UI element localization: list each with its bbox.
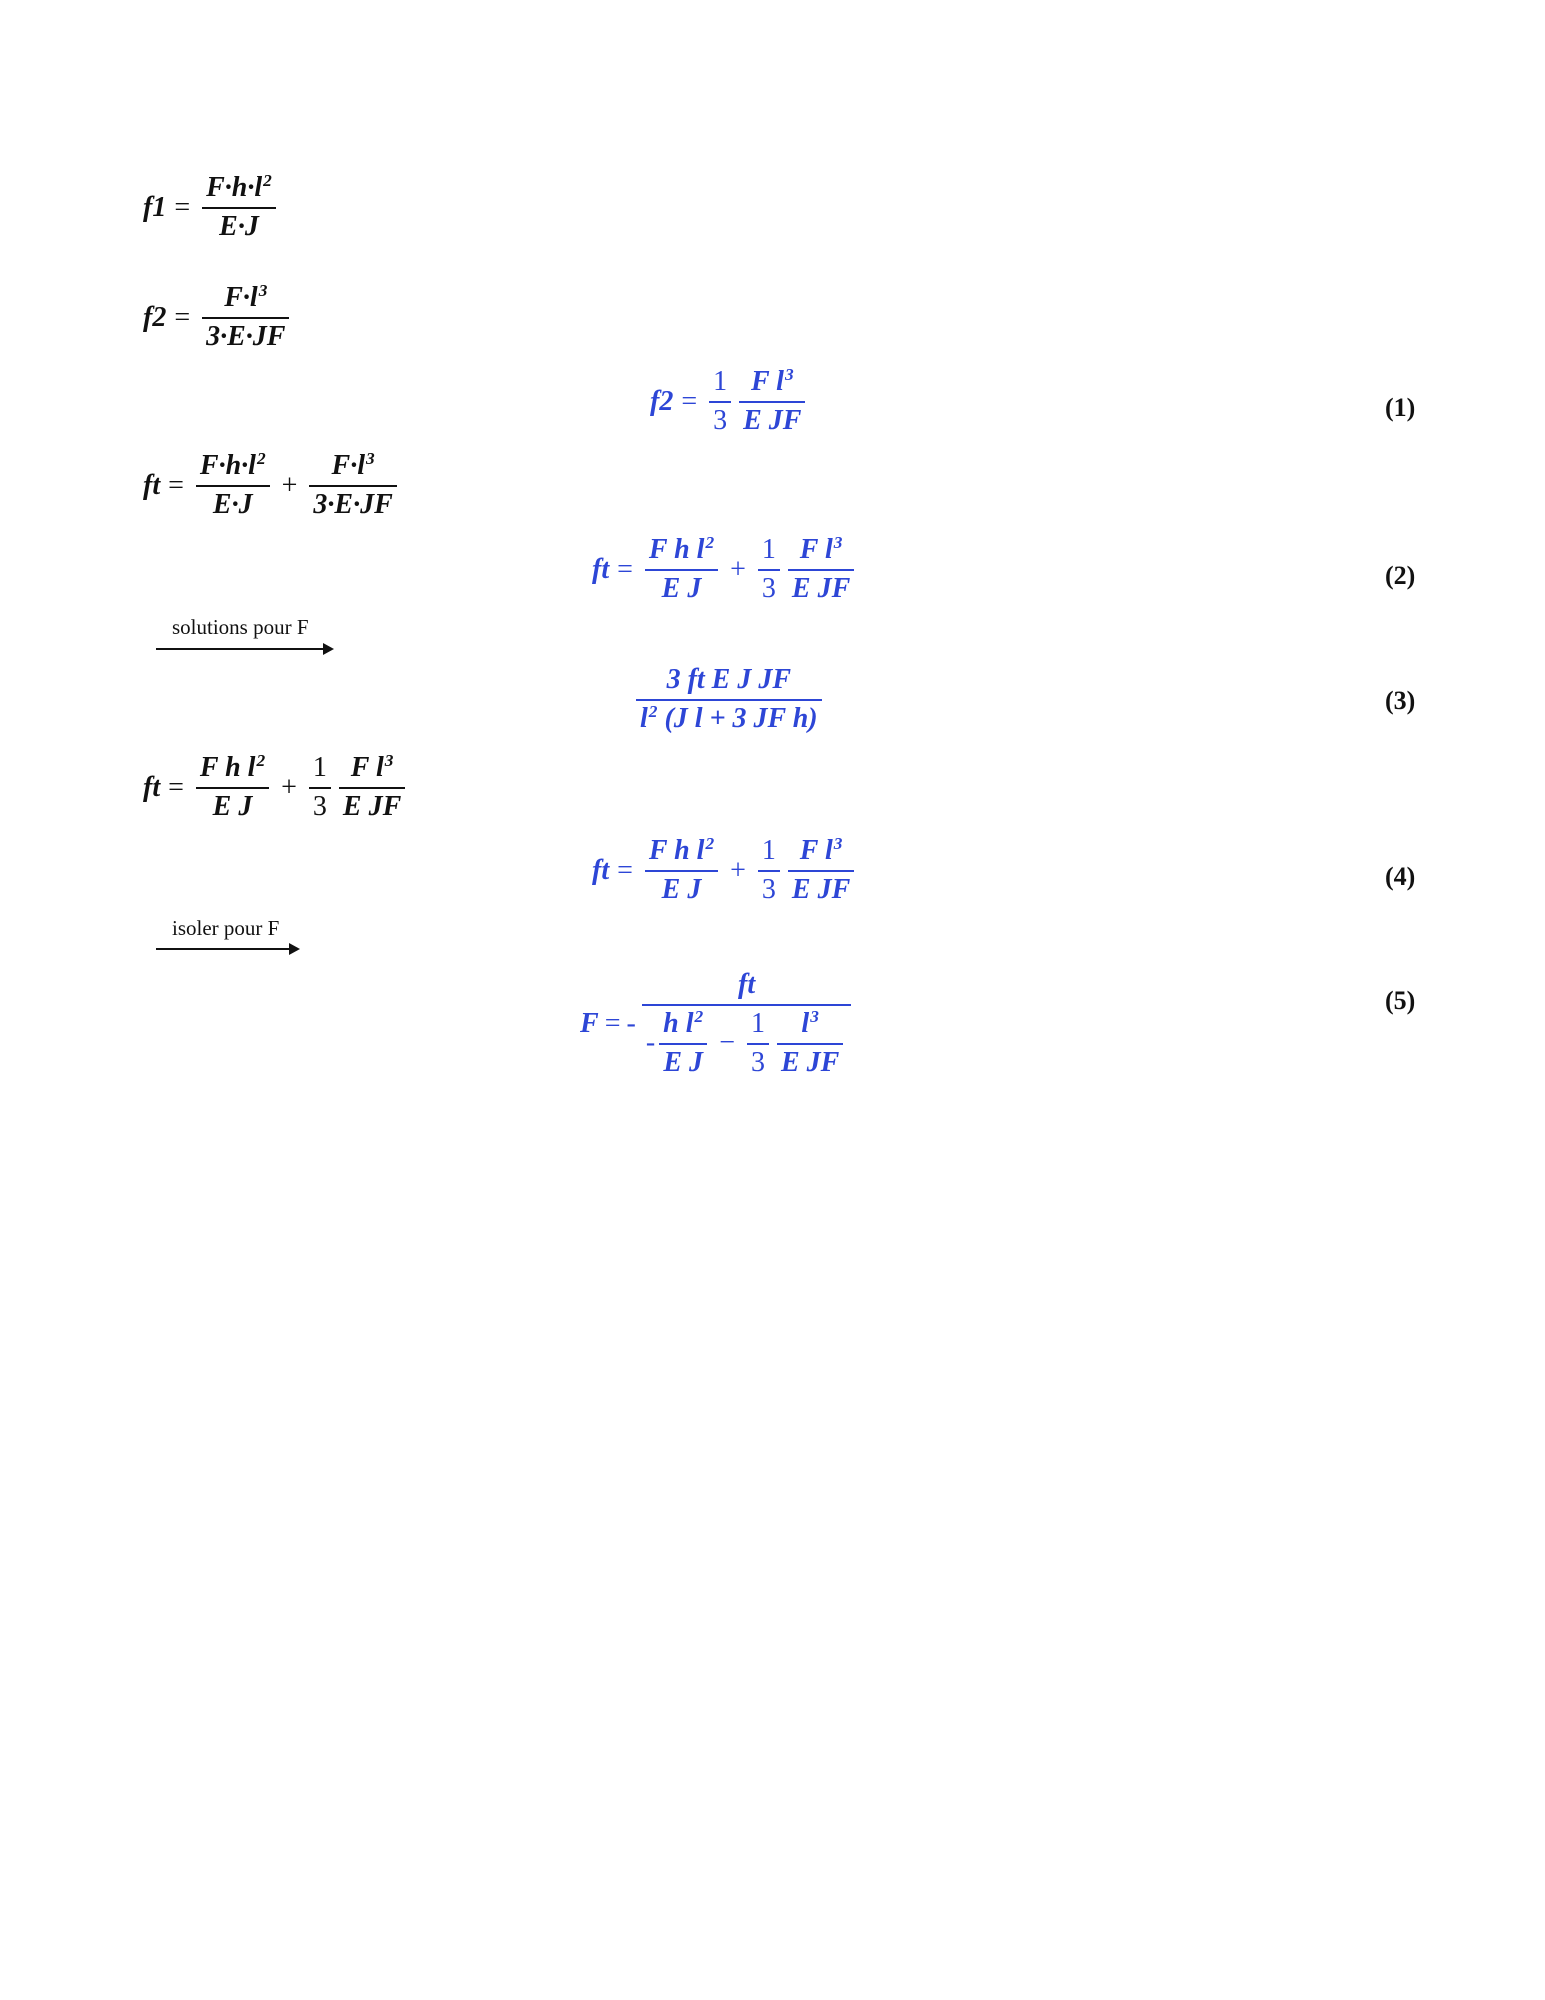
fraction bbox=[788, 535, 854, 605]
arrow-right-icon bbox=[156, 948, 298, 950]
arrow-right-icon bbox=[156, 648, 332, 650]
equation-number: (2) bbox=[1385, 561, 1416, 590]
lhs-ft: ft bbox=[592, 854, 610, 886]
plus-sign: + bbox=[730, 553, 746, 585]
exponent: 2 bbox=[263, 171, 272, 191]
numerator: 1 bbox=[761, 835, 776, 866]
denominator bbox=[636, 704, 822, 735]
denominator: 3 bbox=[312, 790, 327, 822]
isolate-label: isoler pour F bbox=[172, 916, 280, 940]
exponent: 2 bbox=[705, 834, 715, 854]
denominator: E J bbox=[212, 790, 253, 822]
numerator: F·l bbox=[331, 450, 365, 481]
denominator bbox=[642, 1009, 852, 1079]
result-4 bbox=[592, 836, 858, 906]
solve-label: solutions pour F bbox=[172, 615, 309, 639]
numerator: F l bbox=[799, 534, 833, 565]
lhs-F: F bbox=[580, 1008, 599, 1040]
fraction bbox=[636, 665, 822, 735]
denominator: 3·E·JF bbox=[206, 320, 286, 352]
result-3 bbox=[636, 665, 822, 735]
fraction-constant bbox=[758, 535, 780, 605]
equals-sign: = bbox=[681, 385, 698, 417]
fraction bbox=[739, 367, 805, 437]
lhs-ft: ft bbox=[592, 553, 610, 585]
equation-ft bbox=[143, 451, 401, 521]
equation-number: (4) bbox=[1385, 862, 1416, 891]
plus-sign: + bbox=[730, 854, 746, 886]
exponent: 3 bbox=[784, 365, 794, 385]
exponent: 2 bbox=[648, 702, 658, 722]
numerator: F h l bbox=[648, 534, 705, 565]
equation-number: (5) bbox=[1385, 986, 1416, 1015]
denominator: 3 bbox=[761, 572, 776, 604]
minus-sign: − bbox=[719, 1027, 735, 1059]
result-1 bbox=[650, 367, 809, 437]
exponent: 2 bbox=[705, 533, 715, 553]
minus-sign: - bbox=[626, 1008, 636, 1040]
exponent: 3 bbox=[365, 449, 375, 469]
equals-sign: = bbox=[168, 771, 184, 803]
lhs-f1: f1 bbox=[143, 191, 167, 223]
exponent: 3 bbox=[810, 1007, 819, 1027]
numerator: h l bbox=[663, 1007, 694, 1039]
denominator: 3 bbox=[750, 1046, 765, 1078]
numerator: 1 bbox=[750, 1007, 765, 1039]
denominator: E JF bbox=[791, 873, 851, 905]
fraction bbox=[202, 173, 276, 243]
exponent: 3 bbox=[833, 834, 843, 854]
denominator: E J bbox=[661, 873, 702, 905]
denominator: E J bbox=[663, 1046, 703, 1078]
fraction bbox=[777, 1009, 843, 1079]
fraction-constant bbox=[309, 753, 331, 823]
exponent: 2 bbox=[256, 751, 266, 771]
numerator: F l bbox=[799, 835, 833, 866]
fraction bbox=[659, 1009, 707, 1079]
numerator: F l bbox=[350, 752, 384, 783]
exponent: 2 bbox=[256, 449, 266, 469]
exponent: 2 bbox=[694, 1007, 704, 1027]
equals-sign: = bbox=[174, 191, 191, 223]
fraction bbox=[645, 836, 718, 906]
denominator: E J bbox=[661, 572, 702, 604]
fraction bbox=[339, 753, 405, 823]
equals-sign: = bbox=[604, 1008, 621, 1040]
equation-ft-expanded bbox=[143, 753, 409, 823]
equation-f1 bbox=[143, 173, 280, 243]
equals-sign: = bbox=[174, 301, 191, 333]
denominator: 3 bbox=[761, 873, 776, 905]
fraction-constant bbox=[747, 1009, 769, 1079]
denominator: E JF bbox=[780, 1046, 840, 1078]
exponent: 3 bbox=[258, 281, 268, 301]
fraction bbox=[309, 451, 396, 521]
plus-sign: + bbox=[281, 771, 297, 803]
denominator: E·J bbox=[219, 210, 259, 242]
numerator: F h l bbox=[199, 752, 256, 783]
equals-sign: = bbox=[617, 854, 633, 886]
denominator: E·J bbox=[212, 488, 253, 520]
exponent: 3 bbox=[384, 751, 394, 771]
fraction bbox=[196, 753, 269, 823]
numerator: ft bbox=[738, 969, 756, 1000]
denominator: 3·E·JF bbox=[313, 488, 393, 520]
fraction bbox=[202, 283, 289, 353]
equals-sign: = bbox=[168, 469, 184, 501]
lhs-f2: f2 bbox=[650, 385, 674, 417]
exponent: 3 bbox=[833, 533, 843, 553]
den-rest: (J l + 3 JF h) bbox=[657, 702, 818, 734]
equals-sign: = bbox=[617, 553, 633, 585]
plus-sign: + bbox=[281, 469, 298, 501]
fraction bbox=[642, 970, 852, 1078]
numerator: 3 ft E J JF bbox=[666, 664, 792, 695]
numerator: 1 bbox=[713, 366, 728, 397]
equation-number: (3) bbox=[1385, 686, 1416, 715]
equation-number: (1) bbox=[1385, 393, 1416, 422]
numerator: 1 bbox=[761, 534, 776, 565]
result-2 bbox=[592, 535, 858, 605]
numerator: F h l bbox=[648, 835, 705, 866]
numerator: F·h·l bbox=[199, 450, 256, 481]
fraction-constant bbox=[758, 836, 780, 906]
denominator: E JF bbox=[791, 572, 851, 604]
fraction bbox=[645, 535, 718, 605]
fraction-constant bbox=[709, 367, 731, 437]
lhs-ft: ft bbox=[143, 469, 161, 501]
fraction bbox=[196, 451, 270, 521]
numerator: F l bbox=[750, 366, 784, 397]
numerator: l bbox=[801, 1007, 810, 1039]
numerator: F·l bbox=[224, 282, 258, 313]
denominator: E JF bbox=[743, 404, 802, 436]
den-l: l bbox=[640, 702, 648, 734]
lhs-ft: ft bbox=[143, 771, 161, 803]
denominator: E JF bbox=[342, 790, 402, 822]
minus-sign: - bbox=[645, 1027, 656, 1059]
numerator: F·h·l bbox=[206, 172, 263, 203]
numerator: 1 bbox=[312, 752, 327, 783]
equation-f2 bbox=[143, 283, 293, 353]
lhs-f2: f2 bbox=[143, 301, 167, 333]
result-5 bbox=[580, 970, 855, 1078]
fraction bbox=[788, 836, 854, 906]
denominator: 3 bbox=[713, 404, 728, 436]
